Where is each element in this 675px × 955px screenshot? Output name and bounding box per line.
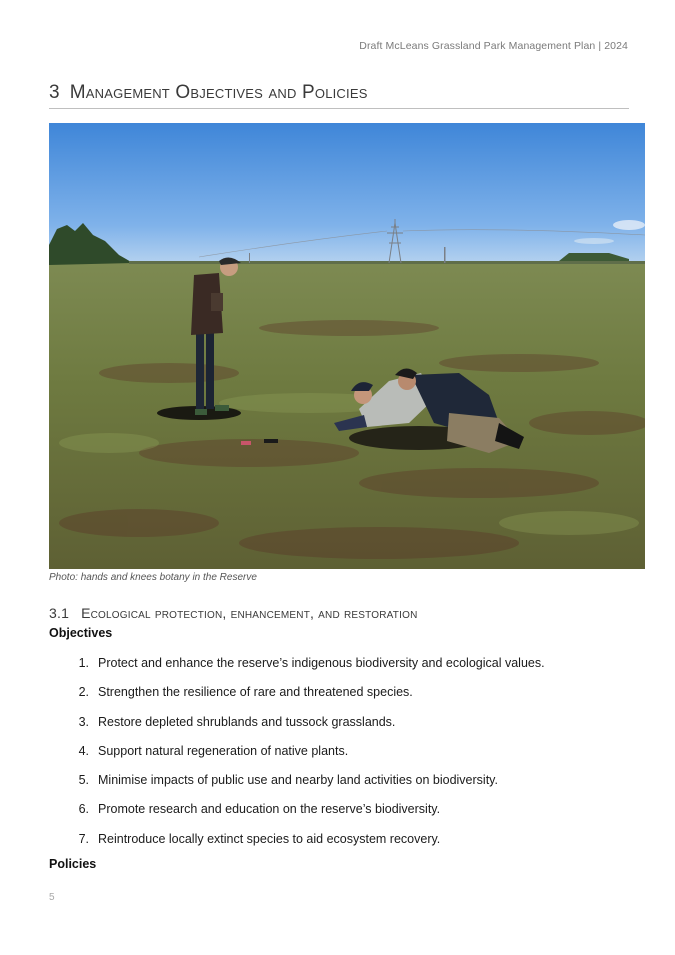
list-text: Reintroduce locally extinct species to aid ecosystem recovery. — [98, 831, 441, 846]
chapter-heading — [49, 82, 629, 109]
photo-caption: Photo: hands and knees botany in the Reserve — [49, 572, 257, 583]
list-item — [49, 715, 545, 744]
list-number: 4. — [78, 743, 89, 758]
list-item — [49, 802, 545, 831]
list-item — [49, 744, 545, 773]
section-heading — [49, 605, 418, 621]
running-header: Draft McLeans Grassland Park Management Plan | 2024 — [359, 40, 628, 52]
objectives-list — [49, 656, 545, 861]
list-number: 6. — [78, 802, 89, 817]
list-item — [49, 773, 545, 802]
chapter-title: Management Objectives and Policies — [69, 82, 368, 103]
list-number: 1. — [78, 656, 89, 670]
list-text: Promote research and education on the reserve’s biodiversity. — [98, 802, 441, 817]
chapter-number: 3 — [49, 82, 60, 103]
section-number: 3.1 — [49, 605, 70, 621]
list-text: Strengthen the resilience of rare and threatened species. — [98, 685, 413, 700]
list-text: Minimise impacts of public use and nearby land activities on biodiversity. — [98, 773, 498, 788]
page-number: 5 — [49, 892, 55, 903]
list-number: 7. — [78, 831, 89, 846]
list-text: Protect and enhance the reserve’s indigenous biodiversity and ecological values. — [98, 656, 545, 670]
list-text: Support natural regeneration of native plants. — [98, 743, 349, 758]
objectives-heading: Objectives — [49, 626, 113, 640]
list-number: 5. — [78, 773, 89, 788]
list-number: 2. — [78, 685, 89, 700]
list-item — [49, 656, 545, 685]
list-item — [49, 832, 545, 861]
policies-heading: Policies — [49, 857, 97, 871]
section-title: Ecological protection, enhancement, and restoration — [81, 605, 418, 621]
list-number: 3. — [78, 714, 89, 729]
reserve-photo — [49, 123, 645, 569]
list-item — [49, 685, 545, 714]
list-text: Restore depleted shrublands and tussock grasslands. — [98, 714, 396, 729]
